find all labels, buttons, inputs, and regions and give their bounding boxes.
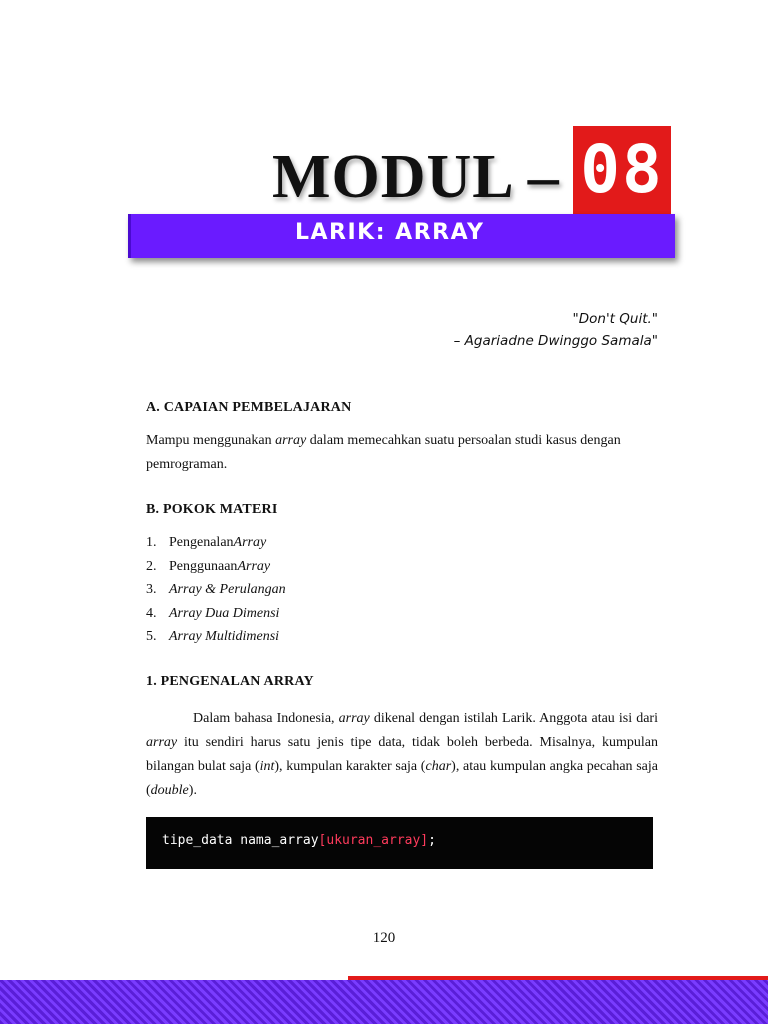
text-span: ), kumpulan karakter saja (	[274, 759, 426, 774]
list-number: 4.	[146, 605, 157, 621]
list-item	[146, 602, 286, 626]
subtitle-banner	[128, 214, 675, 258]
list-number: 2.	[146, 558, 157, 574]
text-span: Dalam bahasa Indonesia,	[193, 711, 339, 726]
list-number: 5.	[146, 629, 157, 644]
subtitle: LARIK: ARRAY	[295, 220, 485, 245]
italic-term: array	[338, 711, 370, 726]
list-item	[146, 625, 286, 649]
footer-stripes	[0, 980, 768, 1024]
module-number-badge: 08	[573, 126, 671, 214]
text-span: dalam memecahkan suatu persoalan studi kasus dengan pemrograman.	[146, 433, 621, 472]
text-span: ), atau kumpulan angka pecahan saja (	[146, 759, 658, 798]
list-italic: Array Dua Dimensi	[169, 605, 280, 621]
module-title	[0, 124, 768, 214]
list-italic: Array	[237, 558, 271, 574]
section-a-heading: A. CAPAIAN PEMBELAJARAN	[146, 400, 352, 415]
italic-term: array	[146, 735, 178, 750]
list-text: Penggunaan	[169, 558, 238, 574]
text-span: itu sendiri harus satu jenis tipe data, tidak boleh berbeda. Misalnya, kumpulan bilangan bulat saja (	[146, 735, 658, 774]
list-number: 3.	[146, 582, 157, 597]
list-item	[146, 531, 286, 555]
page-number: 120	[372, 930, 396, 946]
list-italic: Array	[233, 535, 267, 550]
text-span: Mampu menggunakan	[146, 433, 276, 448]
module-label: MODUL –	[272, 143, 560, 211]
list-italic: Array Multidimensi	[169, 629, 280, 644]
quote-author: – Agariadne Dwinggo Samala"	[453, 333, 658, 349]
section-a-text	[146, 429, 658, 477]
code-line	[162, 833, 436, 848]
list-item	[146, 578, 286, 602]
list-item	[146, 555, 286, 579]
code-bracket: [ukuran_array]	[318, 833, 429, 848]
italic-term: array	[275, 433, 307, 448]
section-1-heading: 1. PENGENALAN ARRAY	[146, 674, 314, 689]
list-number: 1.	[146, 535, 157, 550]
list-italic: Array & Perulangan	[169, 582, 286, 597]
code-text: tipe_data nama_array	[162, 833, 319, 848]
italic-term: char	[425, 759, 452, 774]
italic-term: int	[259, 759, 275, 774]
list-text: Pengenalan	[169, 535, 234, 550]
quote	[454, 308, 658, 352]
section-b-heading: B. POKOK MATERI	[146, 502, 278, 517]
code-block	[146, 817, 653, 869]
section-1-paragraph	[146, 707, 658, 803]
code-text: ;	[428, 833, 436, 848]
italic-term: double	[150, 783, 189, 798]
topic-list	[146, 531, 286, 649]
text-span: dikenal dengan istilah Larik. Anggota atau isi dari	[369, 711, 658, 726]
quote-text: "Don't Quit."	[572, 311, 658, 327]
text-span: ).	[188, 783, 197, 798]
